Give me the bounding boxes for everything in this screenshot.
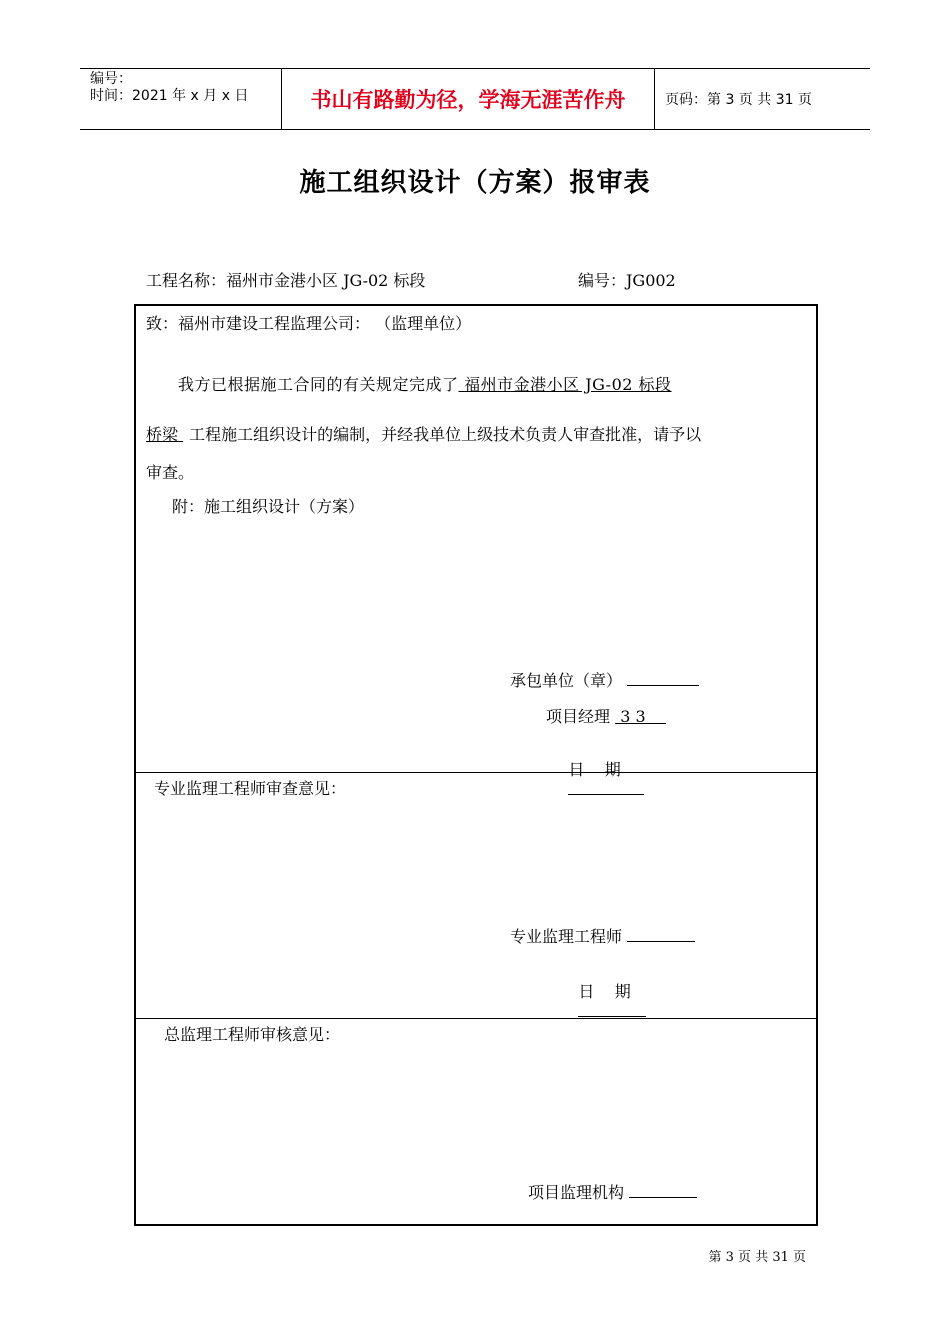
form-title: 施工组织设计（方案）报审表 [299,168,651,198]
engineer-opinion-heading: 专业监理工程师审查意见： [154,779,347,798]
date-field[interactable] [578,1002,646,1017]
date-label: 日 期 [568,760,621,779]
header-left [90,71,248,105]
contractor-signature-line [510,668,699,691]
org-label: 项目监理机构 [528,1183,625,1202]
approval-form [134,304,818,1226]
submission-paragraph [178,372,672,395]
attachment-line: 附：施工组织设计（方案） [172,497,365,516]
engineer-label: 专业监理工程师 [510,927,623,946]
contractor-label: 承包单位（章） [510,671,623,690]
bridge-fill-in: 桥梁 [146,425,184,444]
paragraph-text: 我方已根据施工合同的有关规定完成了 [178,375,459,394]
date-line-1 [548,738,644,818]
time-label: 时间：2021 年 x 月 x 日 [90,88,249,104]
paragraph-end: 审查。 [146,463,195,482]
project-name: 工程名称：福州市金港小区 JG-02 标段 [146,271,426,290]
page-header [80,68,870,130]
section-divider [136,772,816,773]
manager-value[interactable]: 3 3 [615,707,666,726]
date-label: 日 期 [578,982,631,1001]
header-page-info: 页码：第 3 页 共 31 页 [665,92,812,108]
project-number: 编号：JG002 [578,271,676,290]
org-signature-line [528,1180,697,1203]
paragraph-text: 工程施工组织设计的编制，并经我单位上级技术负责人审查批准，请予以 [189,425,702,444]
org-seal-field[interactable] [629,1183,697,1198]
contractor-seal-field[interactable] [627,671,699,686]
page-footer: 第 3 页 共 31 页 [708,1250,806,1265]
date-field[interactable] [568,780,644,795]
manager-signature-line [546,704,701,727]
engineer-signature-line [510,924,695,947]
manager-label: 项目经理 [546,707,611,726]
header-divider [654,69,655,129]
chief-opinion-heading: 总监理工程师审核意见： [164,1025,341,1044]
code-label: 编号： [90,71,132,87]
paragraph-line-2 [146,422,701,445]
engineer-signature-field[interactable] [627,927,695,942]
motto: 书山有路勤为径，学海无涯苦作舟 [310,88,626,112]
project-fill-in: 福州市金港小区 JG-02 标段 [458,375,672,394]
date-line-2 [558,960,646,1040]
section-divider [136,1018,816,1019]
addressee-line: 致：福州市建设工程监理公司： （监理单位） [146,314,472,333]
